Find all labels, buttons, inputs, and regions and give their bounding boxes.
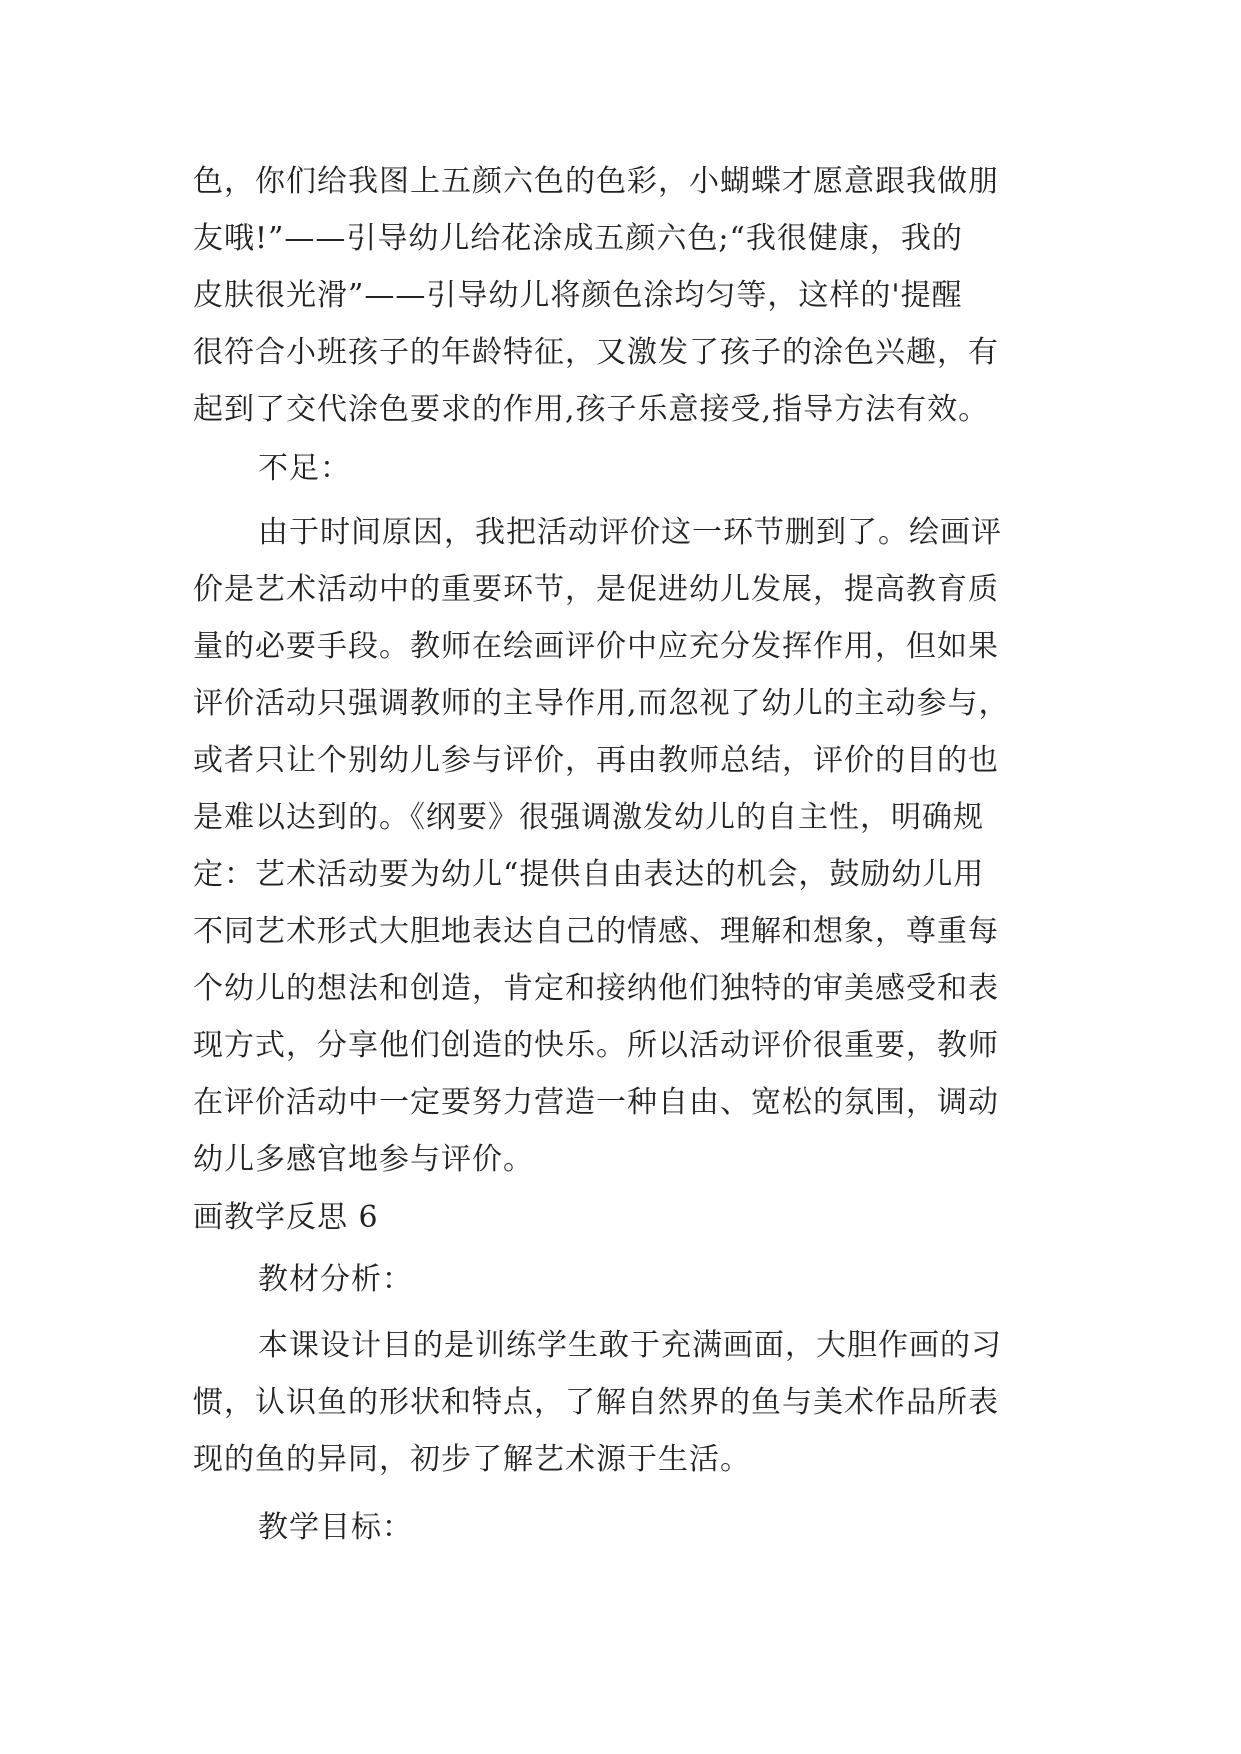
paragraph-line: 个幼儿的想法和创造，肯定和接纳他们独特的审美感受和表: [193, 971, 999, 1006]
paragraph-line: 本课设计目的是训练学生敢于充满画面，大胆作画的习: [258, 1328, 1002, 1363]
paragraph-line: 现方式，分享他们创造的快乐。所以活动评价很重要，教师: [193, 1028, 999, 1063]
paragraph-line: 在评价活动中一定要努力营造一种自由、宽松的氛围，调动: [193, 1085, 999, 1120]
paragraph-line: 幼儿多感官地参与评价。: [193, 1142, 534, 1177]
paragraph-line: 价是艺术活动中的重要环节，是促进幼儿发展，提高教育质: [193, 572, 999, 607]
section-label-teaching-goals: 教学目标：: [258, 1510, 413, 1545]
paragraph-line: 量的必要手段。教师在绘画评价中应充分发挥作用，但如果: [193, 629, 999, 664]
paragraph-line: 惯，认识鱼的形状和特点，了解自然界的鱼与美术作品所表: [193, 1385, 999, 1420]
section-label-material-analysis: 教材分析：: [258, 1262, 413, 1297]
paragraph-line: 很符合小班孩子的年龄特征，又激发了孩子的涂色兴趣，有: [193, 335, 999, 370]
paragraph-line: 现的鱼的异同，初步了解艺术源于生活。: [193, 1442, 751, 1477]
paragraph-line: 友哦!”——引导幼儿给花涂成五颜六色;“我很健康，我的: [193, 221, 963, 256]
section-heading: 画教学反思 6: [193, 1200, 379, 1235]
paragraph-line: 起到了交代涂色要求的作用,孩子乐意接受,指导方法有效。: [193, 392, 990, 427]
paragraph-line: 或者只让个别幼儿参与评价，再由教师总结，评价的目的也: [193, 743, 999, 778]
paragraph-line: 由于时间原因，我把活动评价这一环节删到了。绘画评: [258, 515, 1002, 550]
paragraph-line: 定：艺术活动要为幼儿“提供自由表达的机会，鼓励幼儿用: [193, 857, 985, 892]
paragraph-line: 是难以达到的。《纲要》很强调激发幼儿的自主性，明确规: [193, 800, 984, 835]
paragraph-line: 不同艺术形式大胆地表达自己的情感、理解和想象，尊重每: [193, 914, 999, 949]
paragraph-line: 色，你们给我图上五颜六色的色彩，小蝴蝶才愿意跟我做朋: [193, 164, 999, 199]
section-label-shortcomings: 不足：: [258, 451, 351, 486]
paragraph-line: 皮肤很光滑”——引导幼儿将颜色涂均匀等，这样的'提醒: [193, 278, 963, 313]
paragraph-line: 评价活动只强调教师的主导作用,而忽视了幼儿的主动参与，: [193, 686, 1010, 721]
